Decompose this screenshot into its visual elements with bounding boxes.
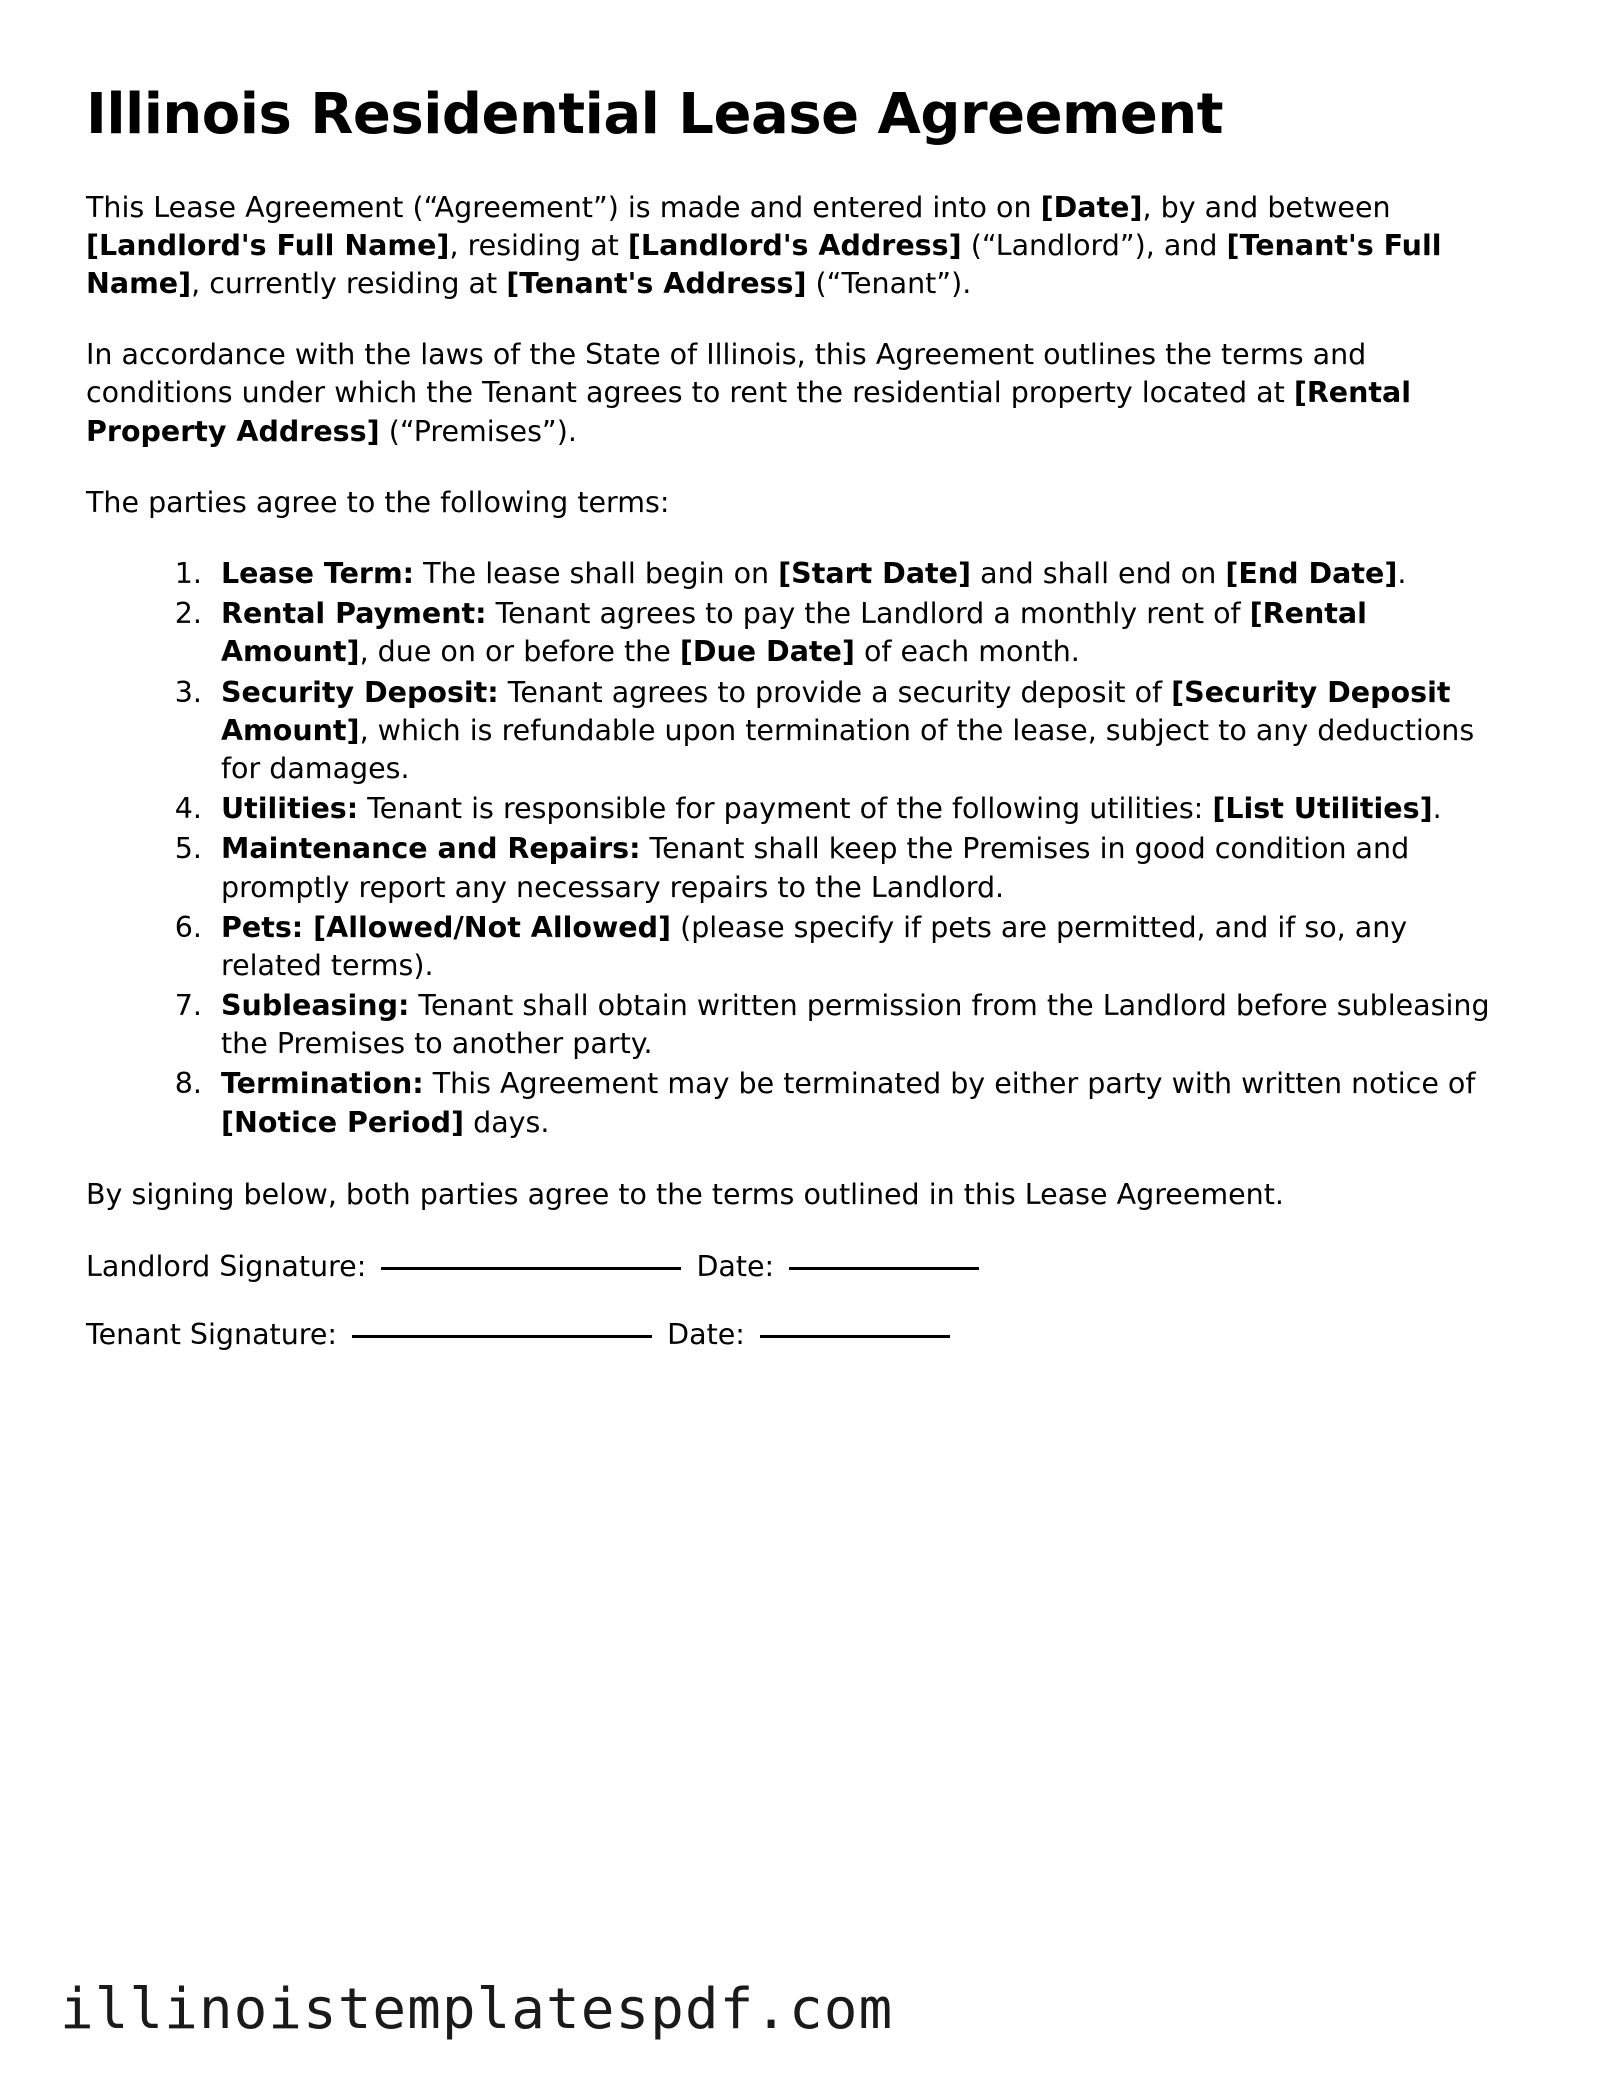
landlord-date-field[interactable]: [789, 1267, 979, 1270]
placeholder-field: [Landlord's Full Name]: [86, 228, 450, 262]
landlord-signature-field[interactable]: [381, 1267, 681, 1270]
paragraph-parties: This Lease Agreement (“Agreement”) is made and entered into on [Date], by and between [Landlord's Full Name], residing at [Landlord's Address] (“Landlord”), and [Tenant's Full Name], currently residing at [Tenant's Address] (“Tenant”).: [86, 190, 1442, 301]
term-item: 3. Security Deposit: Tenant agrees to provide a security deposit of [Security Deposit Amount], which is refundable upon termination of the lease, subject to any deductions for damages.: [211, 674, 1504, 789]
paragraph-lead-in: The parties agree to the following terms:: [86, 485, 670, 519]
placeholder-field: [Notice Period]: [221, 1105, 465, 1139]
placeholder-field: [Due Date]: [679, 635, 855, 669]
tenant-date-field[interactable]: [760, 1335, 950, 1338]
placeholder-field: [List Utilities]: [1212, 792, 1433, 826]
term-item: 1. Lease Term: The lease shall begin on [Start Date] and shall end on [End Date].: [211, 555, 1504, 593]
lease-terms-list: [86, 555, 1504, 1142]
placeholder-field: Utilities:: [221, 792, 359, 826]
placeholder-field: [Rental Property Address]: [86, 376, 1412, 448]
paragraph-premises: In accordance with the laws of the State of Illinois, this Agreement outlines the terms and conditions under which the Tenant agrees to rent the residential property located at [Rental Property Address] (“Premises”).: [86, 338, 1412, 448]
placeholder-field: [Security Deposit Amount]: [221, 675, 1451, 747]
placeholder-field: [End Date]: [1225, 557, 1398, 591]
intro-paragraphs: [86, 189, 1504, 522]
term-item: 2. Rental Payment: Tenant agrees to pay the Landlord a monthly rent of [Rental Amount], due on or before the [Due Date] of each month.: [211, 595, 1504, 671]
closing-paragraph: By signing below, both parties agree to the terms outlined in this Lease Agreement.: [86, 1177, 1284, 1211]
term-item: 7. Subleasing: Tenant shall obtain written permission from the Landlord before subleasing the Premises to another party.: [211, 987, 1504, 1063]
placeholder-field: [Tenant's Full Name]: [86, 228, 1442, 301]
placeholder-field: Rental Payment:: [221, 597, 487, 631]
placeholder-field: [Rental Amount]: [221, 597, 1367, 669]
placeholder-field: [Date]: [1040, 190, 1143, 224]
placeholder-field: Security Deposit:: [221, 675, 499, 709]
placeholder-field: Pets: [Allowed/Not Allowed]: [221, 910, 672, 944]
page-title: Illinois Residential Lease Agreement: [86, 82, 1224, 147]
placeholder-field: Termination:: [221, 1067, 424, 1101]
placeholder-field: [Start Date]: [778, 557, 972, 591]
term-item: 6. Pets: [Allowed/Not Allowed] (please specify if pets are permitted, and if so, any related terms).: [211, 909, 1504, 985]
term-item: 4. Utilities: Tenant is responsible for payment of the following utilities: [List Utilities].: [211, 790, 1504, 828]
placeholder-field: Maintenance and Repairs:: [221, 832, 641, 866]
tenant-signature-field[interactable]: [352, 1335, 652, 1338]
tenant-signature-row: [86, 1316, 1504, 1354]
landlord-signature-label: Landlord Signature:: [86, 1250, 367, 1284]
placeholder-field: Lease Term:: [221, 557, 415, 591]
signature-block: [86, 1248, 1504, 1354]
placeholder-field: [Landlord's Address]: [627, 228, 962, 262]
landlord-date-label: Date:: [696, 1250, 775, 1284]
term-item: 8. Termination: This Agreement may be terminated by either party with written notice of [Notice Period] days.: [211, 1065, 1504, 1141]
landlord-signature-row: [86, 1248, 1504, 1286]
tenant-signature-label: Tenant Signature:: [86, 1318, 338, 1352]
footer-watermark: illinoistemplatespdf.com: [60, 1977, 894, 2042]
tenant-date-label: Date:: [667, 1318, 745, 1352]
placeholder-field: [Tenant's Address]: [506, 267, 807, 301]
term-item: 5. Maintenance and Repairs: Tenant shall keep the Premises in good condition and promptly report any necessary repairs to the Landlord.: [211, 830, 1504, 906]
placeholder-field: Subleasing:: [221, 989, 410, 1023]
